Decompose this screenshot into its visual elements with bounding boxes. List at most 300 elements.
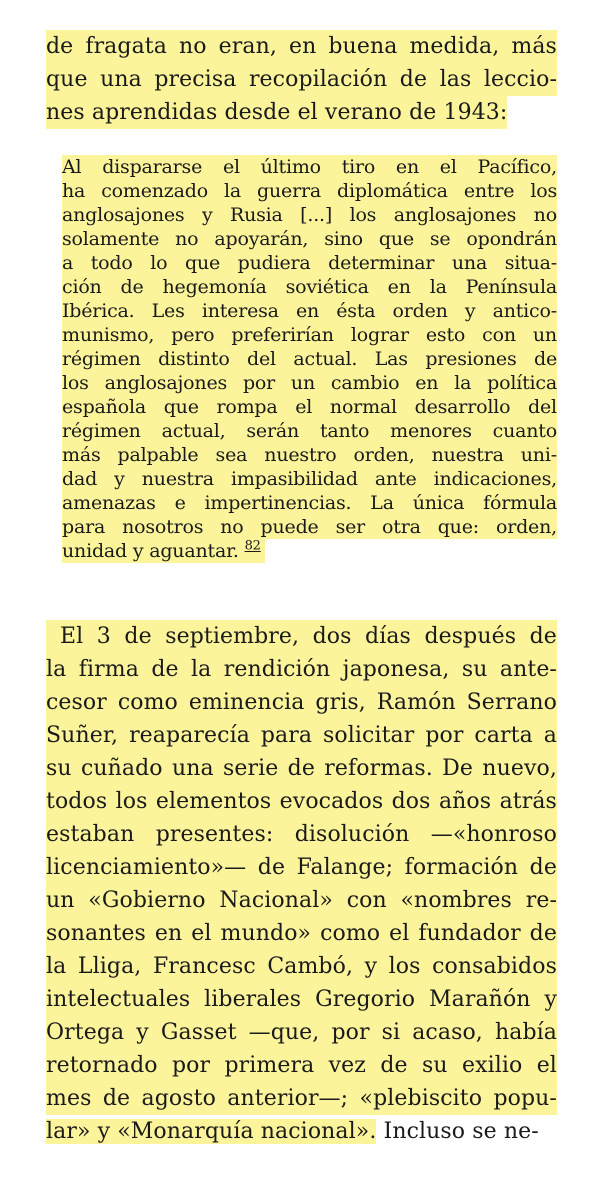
word: hegemonía xyxy=(162,276,267,298)
word: exilio xyxy=(461,1053,523,1078)
word: en xyxy=(295,300,320,322)
word: a xyxy=(543,723,557,748)
text-line xyxy=(46,785,557,818)
quote-line xyxy=(62,275,557,299)
word: licenciamiento»— xyxy=(46,855,247,880)
word: entre xyxy=(463,180,515,202)
word: preferirían xyxy=(231,324,334,346)
line-text xyxy=(62,203,557,227)
word: Serrano xyxy=(466,690,557,715)
quote-line xyxy=(62,371,557,395)
word: Cambó, xyxy=(267,954,354,979)
word: pero xyxy=(171,324,215,346)
text-line xyxy=(46,1049,557,1082)
line-text-unhighlighted: Incluso se ne- xyxy=(376,1119,539,1144)
word: su xyxy=(46,756,72,781)
quote-line xyxy=(62,227,557,251)
word: cambio xyxy=(330,372,400,394)
word: la xyxy=(46,657,67,682)
word: dos xyxy=(391,789,431,814)
word: la xyxy=(454,372,472,394)
word: otra xyxy=(382,516,421,538)
word: el xyxy=(439,156,457,178)
word: de xyxy=(287,756,315,781)
word: para xyxy=(62,516,106,538)
line-text xyxy=(62,467,557,491)
word: medida, xyxy=(409,34,500,59)
word: —que, xyxy=(248,1020,320,1045)
word: no xyxy=(220,516,244,538)
word: por xyxy=(242,372,276,394)
word: agosto xyxy=(141,1086,216,1111)
word: en xyxy=(288,34,317,59)
word: dispararse xyxy=(102,156,203,178)
word: todos xyxy=(46,789,108,814)
word: esto xyxy=(425,324,466,346)
line-text xyxy=(46,63,557,96)
word: de xyxy=(151,657,179,682)
line-text xyxy=(46,1016,557,1049)
word: Ortega xyxy=(46,1020,125,1045)
word: régimen xyxy=(62,348,141,370)
word: de xyxy=(46,34,74,59)
word: del xyxy=(528,396,557,418)
word: actual, xyxy=(161,420,226,442)
word: Gasset xyxy=(160,1020,237,1045)
word: firma xyxy=(78,657,139,682)
line-text xyxy=(62,323,557,347)
word: liberales xyxy=(204,987,302,1012)
word: nuestra xyxy=(431,444,504,466)
word: de xyxy=(533,348,557,370)
text-line xyxy=(46,1016,557,1049)
word: Marañón xyxy=(429,987,531,1012)
word: atrás xyxy=(499,789,557,814)
word: serán xyxy=(246,420,300,442)
word: a xyxy=(62,252,74,274)
text-line xyxy=(46,63,557,96)
word: y xyxy=(114,468,125,490)
word: primera xyxy=(224,1053,315,1078)
word: japonesa, xyxy=(342,657,450,682)
word: cesor xyxy=(46,690,107,715)
word: el xyxy=(191,921,212,946)
word: Rusia xyxy=(229,204,283,226)
word: mundo» xyxy=(220,921,312,946)
word: rompa xyxy=(216,396,278,418)
word: ante- xyxy=(499,657,557,682)
word: anterior—; xyxy=(227,1086,349,1111)
word: eran, xyxy=(218,34,277,59)
word: de xyxy=(529,855,557,880)
word: último xyxy=(260,156,321,178)
word: si xyxy=(381,1020,401,1045)
word: septiembre, xyxy=(165,624,300,649)
word: española xyxy=(62,396,146,418)
quote-line xyxy=(62,467,557,491)
word: como xyxy=(320,921,381,946)
quote-line xyxy=(62,515,557,539)
word: comenzado xyxy=(101,180,208,202)
text-line xyxy=(46,719,557,752)
text-line xyxy=(46,30,557,63)
word: del xyxy=(247,348,276,370)
word: 3 xyxy=(96,624,111,649)
word: de xyxy=(399,67,428,92)
word: formación xyxy=(404,855,519,880)
line-text xyxy=(46,30,557,63)
word: Falange; xyxy=(296,855,394,880)
line-text xyxy=(46,686,557,719)
word: como xyxy=(117,690,178,715)
word: tanto xyxy=(319,420,370,442)
word: orden xyxy=(392,300,448,322)
word: en xyxy=(415,372,439,394)
word: fragata xyxy=(85,34,167,59)
word: presiones xyxy=(425,348,517,370)
word: reformas. xyxy=(324,756,433,781)
word: dos xyxy=(312,624,352,649)
word: fórmula xyxy=(483,492,557,514)
line-text xyxy=(62,371,557,395)
line-text xyxy=(46,653,557,686)
text-line xyxy=(46,686,557,719)
word: tiro xyxy=(341,156,376,178)
word: ha xyxy=(62,180,86,202)
word: soviética xyxy=(285,276,369,298)
word: Francesc xyxy=(152,954,256,979)
word: para xyxy=(260,723,313,748)
word: palpable xyxy=(117,444,199,466)
highlighted-text: lar» y «Monarquía nacional». xyxy=(46,1119,377,1144)
word: cuñado xyxy=(80,756,163,781)
word: no xyxy=(175,228,199,250)
text-line xyxy=(46,884,557,917)
word: puede xyxy=(260,516,319,538)
line-text xyxy=(62,275,557,299)
word: distinto xyxy=(158,348,230,370)
text-line xyxy=(46,983,557,1016)
quote-line xyxy=(62,443,557,467)
word: Gregorio xyxy=(315,987,416,1012)
word: nosotros xyxy=(122,516,204,538)
word: interesa xyxy=(201,300,279,322)
line-text xyxy=(46,950,557,983)
word: La xyxy=(370,492,394,514)
line-text xyxy=(62,443,557,467)
word: las xyxy=(439,67,472,92)
word: De xyxy=(442,756,474,781)
quote-line xyxy=(62,491,557,515)
word: estaban xyxy=(46,822,135,847)
quote-line xyxy=(62,179,557,203)
word: «nombres xyxy=(400,888,512,913)
word: solicitar xyxy=(323,723,415,748)
text-line xyxy=(46,851,557,884)
text-line xyxy=(46,1082,557,1115)
word: Al xyxy=(62,156,82,178)
word: los xyxy=(115,789,148,814)
word: re- xyxy=(525,888,557,913)
word: había xyxy=(494,1020,557,1045)
word: sino xyxy=(324,228,363,250)
text-line xyxy=(46,818,557,851)
word: ción xyxy=(62,276,102,298)
word: guerra xyxy=(257,180,321,202)
word: ésta xyxy=(336,300,376,322)
word: Les xyxy=(151,300,185,322)
word: nuestra xyxy=(141,468,214,490)
word: de xyxy=(529,921,557,946)
quote-line xyxy=(62,155,557,179)
line-text xyxy=(46,752,557,785)
word: con xyxy=(346,888,387,913)
word: régimen xyxy=(62,420,141,442)
word: elementos xyxy=(155,789,272,814)
word: más xyxy=(62,444,101,466)
word: de xyxy=(102,1086,131,1111)
word: apoyarán, xyxy=(214,228,309,250)
word: todo xyxy=(90,252,133,274)
word: la xyxy=(191,657,212,682)
word: anglosajones xyxy=(393,204,517,226)
word: [...] xyxy=(300,204,333,226)
line-text xyxy=(46,785,557,818)
word: eminencia xyxy=(188,690,305,715)
word: Suñer, xyxy=(46,723,119,748)
word: munismo, xyxy=(62,324,155,346)
word: fundador xyxy=(418,921,521,946)
word: menores xyxy=(390,420,472,442)
line-text xyxy=(62,515,557,539)
word: y xyxy=(136,1020,149,1045)
word: y xyxy=(544,987,557,1012)
line-text xyxy=(46,719,557,752)
word: por xyxy=(171,1053,211,1078)
word: en xyxy=(154,921,183,946)
line-text xyxy=(62,347,557,371)
word: opondrán xyxy=(466,228,557,250)
word: un xyxy=(46,888,75,913)
word: se xyxy=(429,228,451,250)
word: que xyxy=(184,252,221,274)
word: antico- xyxy=(492,300,557,322)
line-text xyxy=(62,227,557,251)
word: indicaciones, xyxy=(433,468,557,490)
line-text: unidad y aguantar. xyxy=(62,540,239,562)
word: nuestro xyxy=(264,444,337,466)
word: su xyxy=(461,657,488,682)
word: buena xyxy=(328,34,398,59)
word: Lliga, xyxy=(77,954,142,979)
text-line xyxy=(46,653,557,686)
line-text xyxy=(62,299,557,323)
quote-line xyxy=(62,203,557,227)
word: impertinencias. xyxy=(204,492,352,514)
word: rendición xyxy=(223,657,331,682)
word: de xyxy=(120,276,144,298)
word: acaso, xyxy=(412,1020,483,1045)
text-line xyxy=(46,1115,539,1148)
word: nuevo, xyxy=(482,756,557,781)
word: serie xyxy=(223,756,279,781)
word: anglosajones xyxy=(62,204,185,226)
word: disolución xyxy=(294,822,410,847)
word: después xyxy=(424,624,517,649)
word: El xyxy=(60,624,84,649)
word: reaparecía xyxy=(129,723,250,748)
word: lo xyxy=(150,252,168,274)
line-text xyxy=(62,251,557,275)
quote-line xyxy=(62,347,557,371)
word: de xyxy=(529,624,557,649)
word: su xyxy=(421,1053,448,1078)
word: determinar xyxy=(328,252,435,274)
line-text xyxy=(46,983,557,1016)
word: con xyxy=(482,324,516,346)
word: recopilación xyxy=(248,67,388,92)
word: e xyxy=(174,492,186,514)
word: Ramón xyxy=(376,690,456,715)
quote-line xyxy=(62,539,265,563)
quote-line xyxy=(62,395,557,419)
word: evocados xyxy=(279,789,384,814)
word: popu- xyxy=(493,1086,557,1111)
word: una xyxy=(171,756,214,781)
word: uni- xyxy=(520,444,557,466)
word: una xyxy=(100,67,142,92)
word: un xyxy=(532,324,557,346)
word: sea xyxy=(215,444,248,466)
word: orden, xyxy=(495,516,557,538)
line-text xyxy=(46,917,557,950)
word: cuanto xyxy=(492,420,557,442)
word: de xyxy=(257,855,286,880)
text-line xyxy=(46,752,557,785)
word: que: xyxy=(437,516,479,538)
line-text xyxy=(46,884,557,917)
word: retornado xyxy=(46,1053,158,1078)
word: orden, xyxy=(353,444,415,466)
word: precisa xyxy=(154,67,237,92)
quote-line xyxy=(62,419,557,443)
line-text xyxy=(46,1082,557,1115)
text-line xyxy=(46,96,507,129)
word: Pacífico, xyxy=(477,156,557,178)
word: el xyxy=(389,921,410,946)
word: presentes: xyxy=(155,822,274,847)
word: amenazas xyxy=(62,492,156,514)
word: pudiera xyxy=(237,252,311,274)
word: los xyxy=(62,372,89,394)
word: por xyxy=(331,1020,370,1045)
word: ser xyxy=(335,516,366,538)
line-text xyxy=(46,1049,557,1082)
line-text: nes aprendidas desde el verano de 1943: xyxy=(46,100,508,125)
word: la xyxy=(46,954,67,979)
word: única xyxy=(412,492,465,514)
line-text xyxy=(62,179,557,203)
word: no xyxy=(178,34,207,59)
word: y xyxy=(201,204,213,226)
text-line xyxy=(46,917,557,950)
word: solamente xyxy=(62,228,160,250)
line-text xyxy=(62,419,557,443)
word: intelectuales xyxy=(46,987,191,1012)
word: la xyxy=(429,276,447,298)
word: desarrollo xyxy=(414,396,511,418)
quote-line xyxy=(62,323,557,347)
word: «plebiscito xyxy=(359,1086,483,1111)
text-line xyxy=(46,950,557,983)
word: diplomática xyxy=(337,180,448,202)
word: la xyxy=(223,180,241,202)
word: de xyxy=(380,1053,408,1078)
word: de xyxy=(124,624,152,649)
footnote-link[interactable]: 82 xyxy=(244,538,261,554)
word: situa- xyxy=(504,252,557,274)
word: que xyxy=(378,228,414,250)
word: el xyxy=(222,156,240,178)
word: sonantes xyxy=(46,921,146,946)
word: en xyxy=(387,276,411,298)
word: Ibérica. xyxy=(62,300,135,322)
word: y xyxy=(364,954,378,979)
word: vez xyxy=(328,1053,366,1078)
text-line xyxy=(46,620,557,653)
word: dad xyxy=(62,468,98,490)
word: actual. xyxy=(293,348,358,370)
word: años xyxy=(438,789,492,814)
word: el xyxy=(295,396,313,418)
word: los xyxy=(530,180,557,202)
word: más xyxy=(511,34,557,59)
word: leccio- xyxy=(483,67,557,92)
word: por xyxy=(425,723,464,748)
word: impasibilidad xyxy=(230,468,358,490)
word: que xyxy=(46,67,88,92)
line-text xyxy=(46,818,557,851)
word: Las xyxy=(374,348,408,370)
word: carta xyxy=(474,723,533,748)
word: los xyxy=(388,954,421,979)
word: ante xyxy=(374,468,417,490)
word: no xyxy=(533,204,557,226)
word: y xyxy=(464,300,476,322)
quote-line xyxy=(62,299,557,323)
word: una xyxy=(451,252,488,274)
word: el xyxy=(536,1053,557,1078)
word: Nacional» xyxy=(219,888,333,913)
word: los xyxy=(349,204,377,226)
line-text xyxy=(62,395,557,419)
line-text xyxy=(62,491,557,515)
word: en xyxy=(395,156,420,178)
word: normal xyxy=(329,396,397,418)
line-text xyxy=(62,155,557,179)
quote-line xyxy=(62,251,557,275)
word: gris, xyxy=(315,690,366,715)
word: «Gobierno xyxy=(88,888,206,913)
line-text xyxy=(46,851,557,884)
word: días xyxy=(365,624,411,649)
word: lograr xyxy=(350,324,409,346)
word: que xyxy=(163,396,199,418)
word: un xyxy=(290,372,315,394)
word: anglosajones xyxy=(104,372,228,394)
word: consabidos xyxy=(432,954,557,979)
word: Península xyxy=(465,276,557,298)
